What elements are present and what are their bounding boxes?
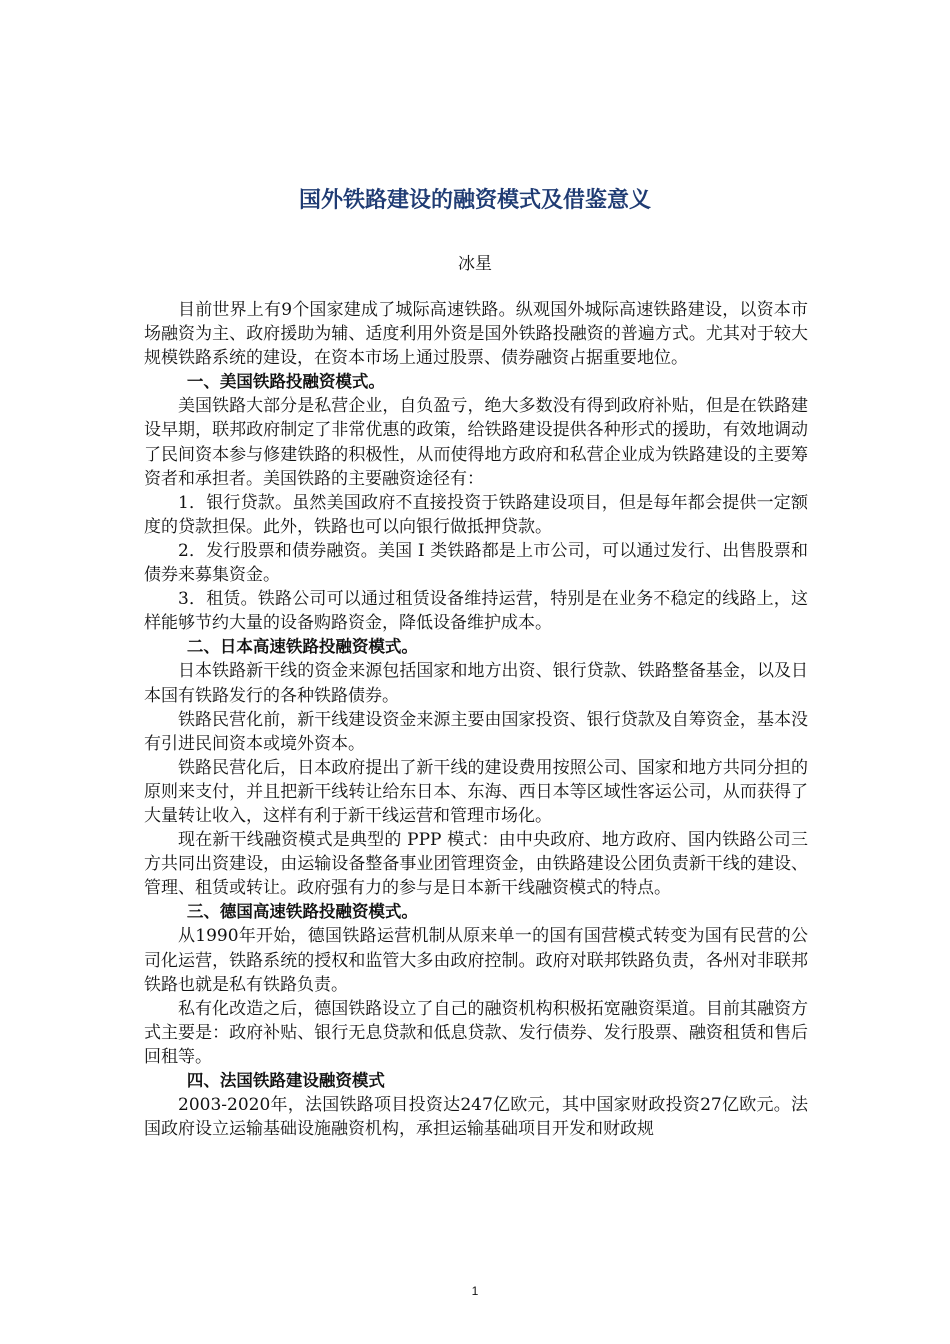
section-heading-france: 四、法国铁路建设融资模式	[186, 1071, 385, 1090]
japan-paragraph-1: 日本铁路新干线的资金来源包括国家和地方出资、银行贷款、铁路整备基金，以及日本国有铁路发行的各种铁路债券。	[144, 661, 808, 706]
usa-paragraph-1: 美国铁路大部分是私营企业，自负盈亏，绝大多数没有得到政府补贴，但是在铁路建设早期，联邦政府制定了非常优惠的政策，给铁路建设提供各种形式的援助，有效地调动了民间资本参与修建铁路的积极性，从而使得地方政府和私营企业成为铁路建设的主要筹资者和承担者。美国铁路的主要融资途径有：	[144, 396, 808, 489]
usa-paragraph-4: 3．租赁。铁路公司可以通过租赁设备维持运营，特别是在业务不稳定的线路上，这样能够节约大量的设备购路资金，降低设备维护成本。	[144, 589, 808, 634]
japan-paragraph-3: 铁路民营化后，日本政府提出了新干线的建设费用按照公司、国家和地方共同分担的原则来支付，并且把新干线转让给东日本、东海、西日本等区域性客运公司，从而获得了大量转让收入，这样有利于新干线运营和管理市场化。	[144, 757, 808, 826]
document-author: 冰星	[458, 254, 492, 274]
document-title: 国外铁路建设的融资模式及借鉴意义	[298, 188, 651, 213]
usa-paragraph-2: 1．银行贷款。虽然美国政府不直接投资于铁路建设项目，但是每年都会提供一定额度的贷款担保。此外，铁路也可以向银行做抵押贷款。	[144, 492, 808, 537]
germany-paragraph-1: 从1990年开始，德国铁路运营机制从原来单一的国有国营模式转变为国有民营的公司化运营，铁路系统的授权和监管大多由政府控制。政府对联邦铁路负责，各州对非联邦铁路也就是私有铁路负责。	[144, 926, 808, 995]
intro-paragraph: 目前世界上有9个国家建成了城际高速铁路。纵观国外城际高速铁路建设，以资本市场融资为主、政府援助为辅、适度利用外资是国外铁路投融资的普遍方式。尤其对于较大规模铁路系统的建设，在资本市场上通过股票、债券融资占据重要地位。	[144, 300, 808, 369]
section-heading-germany: 三、德国高速铁路投融资模式。	[186, 902, 418, 922]
document-body	[144, 298, 808, 1141]
france-paragraph-1: 2003-2020年，法国铁路项目投资达247亿欧元，其中国家财政投资27亿欧元。法国政府设立运输基础设施融资机构，承担运输基础项目开发和财政规	[144, 1095, 808, 1140]
page-number: 1	[471, 1284, 479, 1298]
section-heading-usa: 一、美国铁路投融资模式。	[186, 372, 385, 392]
germany-paragraph-2: 私有化改造之后，德国铁路设立了自己的融资机构积极拓宽融资渠道。目前其融资方式主要是：政府补贴、银行无息贷款和低息贷款、发行债券、发行股票、融资租赁和售后回租等。	[144, 998, 808, 1067]
usa-paragraph-3: 2．发行股票和债券融资。美国 I 类铁路都是上市公司，可以通过发行、出售股票和债券来募集资金。	[144, 540, 808, 586]
japan-paragraph-2: 铁路民营化前，新干线建设资金来源主要由国家投资、银行贷款及自筹资金，基本没有引进民间资本或境外资本。	[144, 709, 808, 754]
section-heading-japan: 二、日本高速铁路投融资模式。	[186, 637, 418, 657]
japan-paragraph-4: 现在新干线融资模式是典型的 PPP 模式：由中央政府、地方政府、国内铁路公司三方共同出资建设，由运输设备整备事业团管理资金，由铁路建设公团负责新干线的建设、管理、租赁或转让。政府强有力的参与是日本新干线融资模式的特点。	[144, 830, 808, 899]
